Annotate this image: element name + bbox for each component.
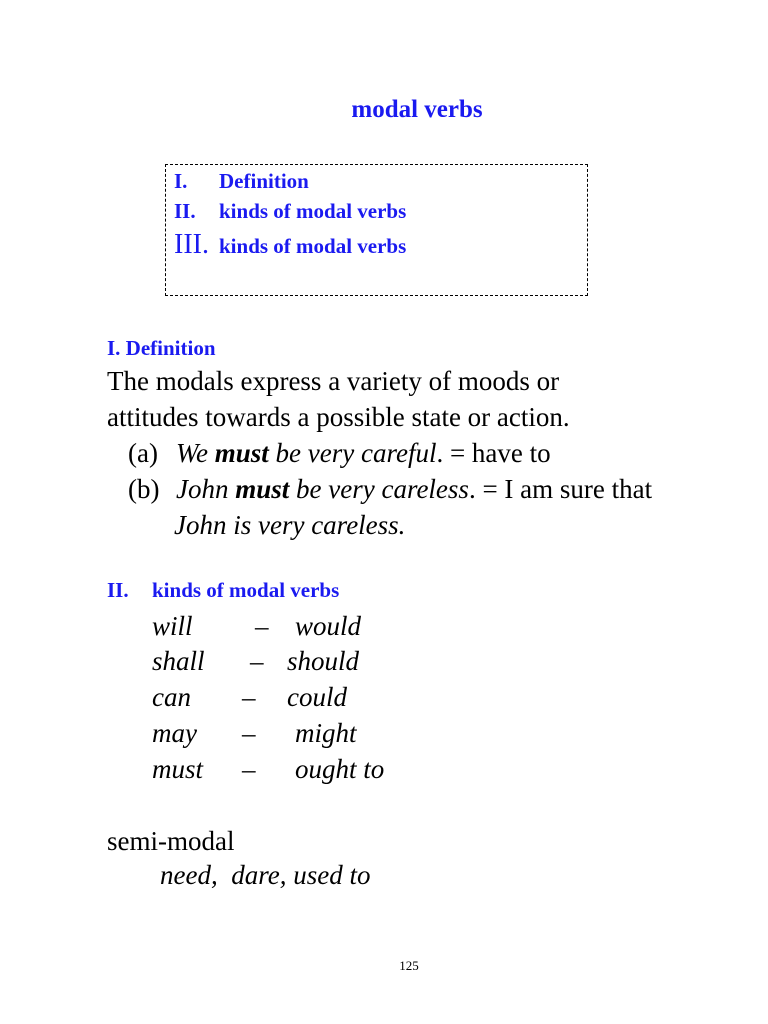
toc-label: kinds of modal verbs	[219, 234, 407, 258]
kinds-heading	[107, 578, 339, 603]
toc-number: II.	[174, 199, 196, 223]
toc-number: I.	[174, 169, 188, 193]
toc-item	[174, 169, 309, 194]
table-of-contents	[165, 164, 588, 296]
toc-number: III.	[174, 229, 209, 260]
modal-present: must	[152, 754, 204, 784]
modal-present: shall	[152, 646, 205, 676]
modal-past: should	[287, 646, 360, 676]
example-modal: must	[235, 474, 290, 504]
example-gloss: . = have to	[436, 438, 551, 468]
modal-present: will	[152, 611, 193, 641]
toc-label: Definition	[219, 169, 309, 193]
definition-line: attitudes towards a possible state or action.	[107, 402, 570, 432]
kinds-heading-label: kinds of modal verbs	[152, 578, 340, 602]
example-gloss: . = I am sure that	[468, 474, 653, 504]
example-rest: be very careful	[275, 438, 437, 468]
example-label: (a)	[128, 438, 158, 468]
pair-dash: –	[242, 682, 256, 712]
example-subject: John	[176, 474, 229, 504]
example-label: (b)	[128, 474, 160, 504]
pair-dash: –	[242, 754, 256, 784]
modal-present: may	[152, 718, 197, 748]
page-number: 125	[399, 958, 419, 973]
toc-label: kinds of modal verbs	[219, 199, 407, 223]
page-title: modal verbs	[351, 96, 483, 123]
example-modal: must	[214, 438, 269, 468]
pair-dash: –	[242, 718, 256, 748]
example-a	[128, 438, 551, 469]
semi-modal-heading: semi-modal	[107, 826, 235, 856]
modal-past: ought to	[295, 754, 385, 784]
example-b-continuation: John is very careless.	[174, 510, 406, 540]
modal-past: might	[295, 718, 357, 748]
modal-past: could	[287, 682, 347, 712]
toc-item	[174, 199, 406, 224]
definition-heading: I. Definition	[107, 336, 216, 360]
modal-present: can	[152, 682, 191, 712]
example-b	[128, 474, 652, 505]
example-rest: be very careless	[296, 474, 469, 504]
modal-past: would	[295, 611, 362, 641]
pair-dash: –	[250, 646, 264, 676]
pair-dash: –	[255, 611, 269, 641]
toc-item	[174, 229, 406, 261]
semi-modal-list: need, dare, used to	[160, 860, 371, 890]
definition-line: The modals express a variety of moods or	[107, 366, 560, 396]
kinds-heading-number: II.	[107, 578, 129, 602]
example-subject: We	[176, 438, 208, 468]
